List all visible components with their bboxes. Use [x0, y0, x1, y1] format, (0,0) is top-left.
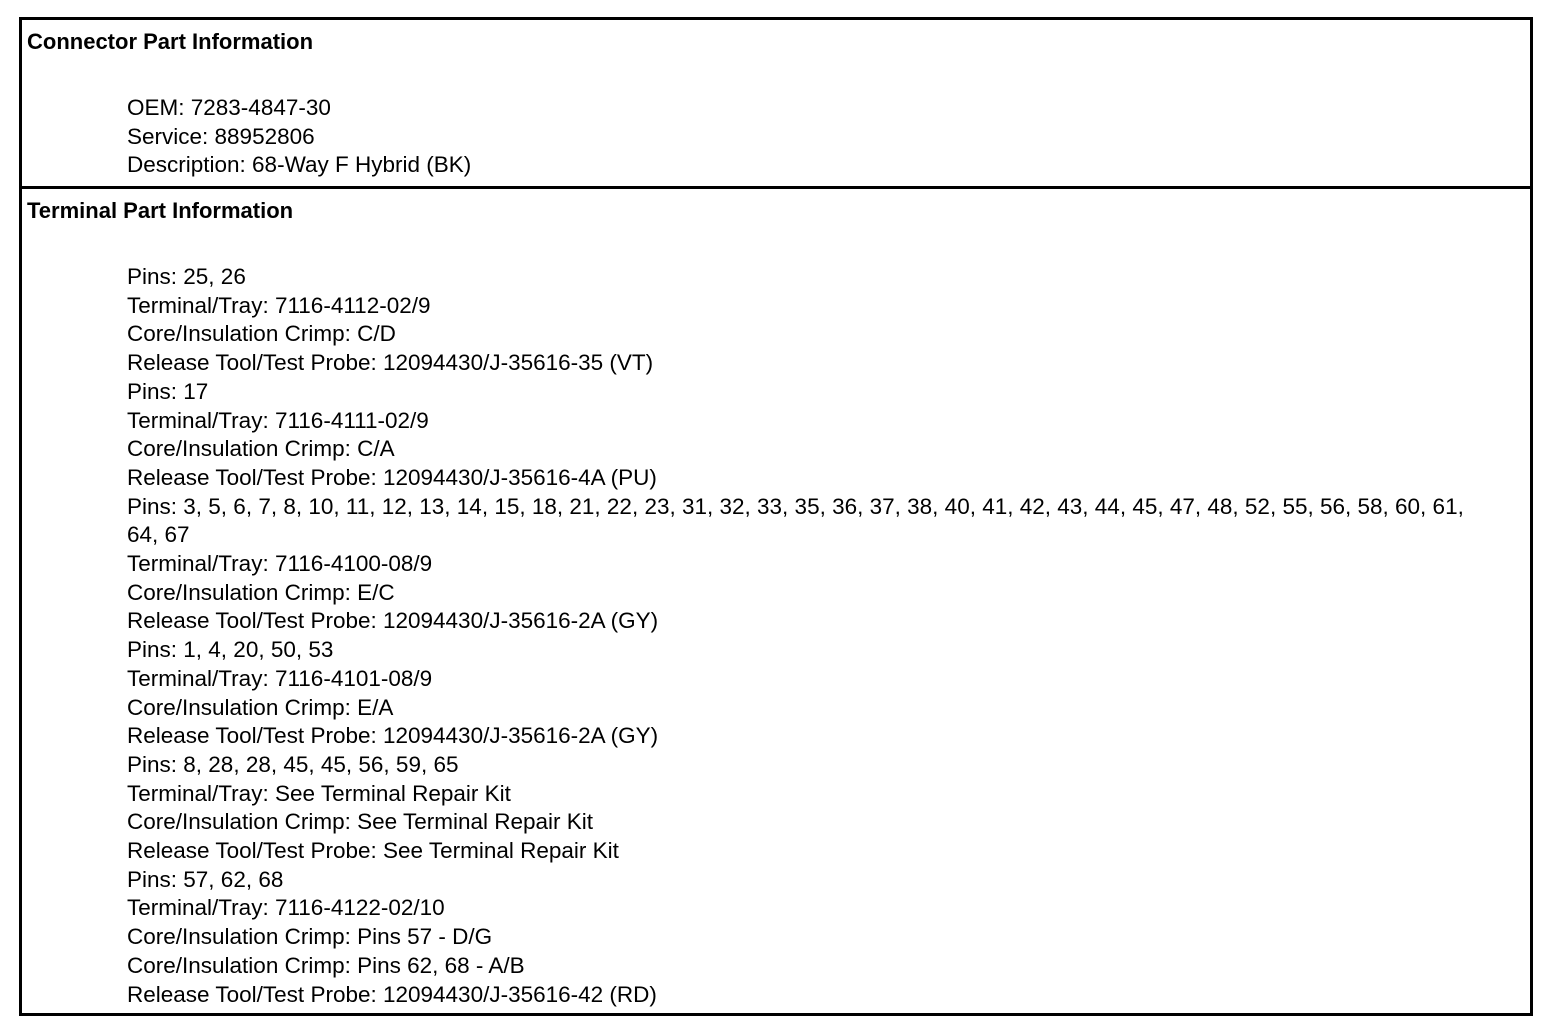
info-line: Release Tool/Test Probe: 12094430/J-35616-4A (PU)	[127, 464, 657, 490]
info-line: Release Tool/Test Probe: 12094430/J-35616-2A (GY)	[127, 723, 659, 749]
info-line: Terminal/Tray: 7116-4100-08/9	[127, 551, 433, 577]
info-line: Pins: 1, 4, 20, 50, 53	[127, 637, 334, 663]
terminal-part-heading: Terminal Part Information	[27, 198, 294, 223]
info-line: Release Tool/Test Probe: 12094430/J-35616-2A (GY)	[127, 608, 659, 634]
info-line: Terminal/Tray: 7116-4111-02/9	[127, 407, 429, 433]
connector-part-heading: Connector Part Information	[27, 29, 314, 54]
connector-part-lines	[127, 94, 1500, 180]
info-line: Terminal/Tray: 7116-4122-02/10	[127, 895, 445, 921]
connector-part-section	[22, 20, 1530, 186]
info-line: Terminal/Tray: 7116-4112-02/9	[127, 292, 431, 318]
info-line: Pins: 17	[127, 378, 209, 404]
info-line: Core/Insulation Crimp: E/A	[127, 694, 394, 720]
info-line: Service: 88952806	[127, 123, 315, 149]
info-line: Terminal/Tray: See Terminal Repair Kit	[127, 780, 511, 806]
info-line: Core/Insulation Crimp: Pins 62, 68 - A/B	[127, 952, 525, 978]
info-line: Release Tool/Test Probe: 12094430/J-35616-35 (VT)	[127, 350, 654, 376]
info-line: Pins: 3, 5, 6, 7, 8, 10, 11, 12, 13, 14, 15, 18, 21, 22, 23, 31, 32, 33, 35, 36, 37, 38, 40, 41, 42, 43, 44, 45, 47, 48, 52, 55, 56, 58, 60, 61, 64, 67	[127, 493, 1464, 548]
info-line: Core/Insulation Crimp: C/D	[127, 321, 396, 347]
terminal-part-section	[22, 186, 1530, 1013]
info-line: Terminal/Tray: 7116-4101-08/9	[127, 665, 433, 691]
info-line: Description: 68-Way F Hybrid (BK)	[127, 152, 472, 178]
info-line: Release Tool/Test Probe: 12094430/J-35616-42 (RD)	[127, 981, 657, 1007]
info-line: Release Tool/Test Probe: See Terminal Repair Kit	[127, 838, 619, 864]
info-line: Core/Insulation Crimp: See Terminal Repair Kit	[127, 809, 594, 835]
info-line: Pins: 25, 26	[127, 264, 246, 289]
info-line: Pins: 57, 62, 68	[127, 866, 284, 892]
info-line: Pins: 8, 28, 28, 45, 45, 56, 59, 65	[127, 751, 459, 777]
terminal-part-lines	[127, 263, 1500, 1009]
info-line: OEM: 7283-4847-30	[127, 95, 331, 120]
info-line: Core/Insulation Crimp: C/A	[127, 436, 395, 462]
info-line: Core/Insulation Crimp: E/C	[127, 579, 395, 605]
connector-terminal-info-table	[19, 17, 1533, 1016]
info-line: Core/Insulation Crimp: Pins 57 - D/G	[127, 924, 493, 950]
